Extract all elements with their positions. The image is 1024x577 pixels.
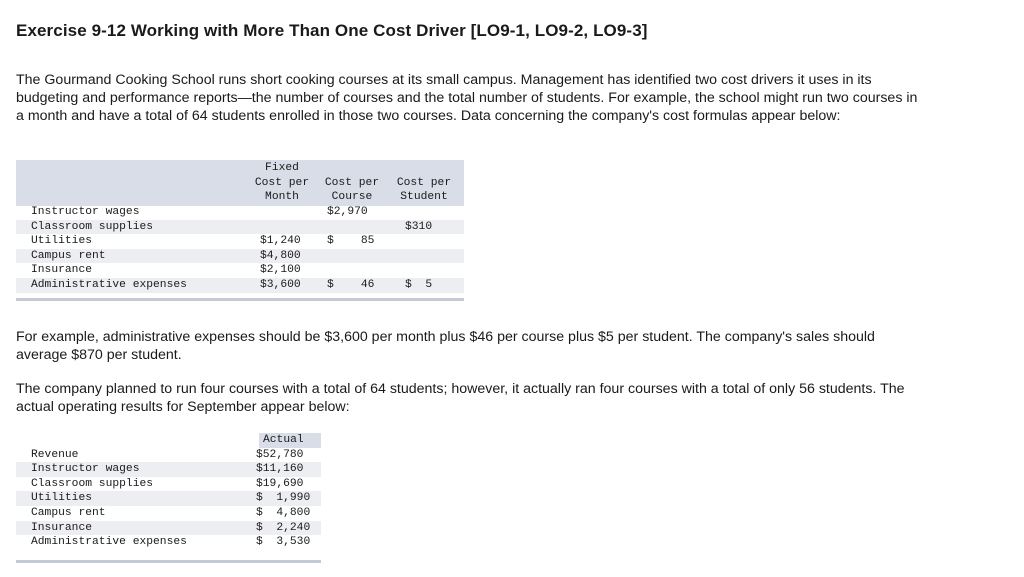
row-label: Classroom supplies <box>31 477 154 490</box>
fixed-cost-cell: $2,100 <box>260 264 301 277</box>
row-label: Instructor wages <box>31 463 140 476</box>
actual-value-cell: $19,690 <box>256 477 304 490</box>
intro-paragraph: The Gourmand Cooking School runs short cooking courses at its small campus. Management has identified two cost drivers it uses in its budgeting and performance reports—the number of courses and the total number of students. For example, the school might run two courses in a month and have a total of 64 students enrolled in those two courses. Data concerning the company's cost formulas appear below: <box>16 72 918 124</box>
table-bottom-rule <box>16 560 321 563</box>
course-cost-cell: $ 46 <box>327 279 375 291</box>
table-row <box>16 448 321 463</box>
row-label: Administrative expenses <box>31 279 187 291</box>
actual-value-cell: $ 4,800 <box>256 507 311 519</box>
row-label: Insurance <box>31 264 93 277</box>
table-row <box>16 506 321 521</box>
cost-formula-table <box>16 160 464 303</box>
row-label: Classroom supplies <box>31 220 154 233</box>
table-row <box>16 491 321 506</box>
row-label: Campus rent <box>31 507 106 519</box>
table-row <box>16 249 464 264</box>
actual-value-cell: $52,780 <box>256 448 304 461</box>
example-paragraph: For example, administrative expenses should be $3,600 per month plus $46 per course plus $5 per student. The company's sales should average $870 per student. <box>16 329 875 363</box>
actual-value-cell: $11,160 <box>256 463 304 476</box>
table-row <box>16 521 321 536</box>
table-row <box>16 477 321 492</box>
row-label: Insurance <box>31 521 93 534</box>
table-row <box>16 220 464 235</box>
row-label: Administrative expenses <box>31 536 187 549</box>
row-label: Revenue <box>31 448 79 461</box>
course-cost-cell: $2,970 <box>327 206 368 218</box>
student-cost-cell: $310 <box>405 220 433 233</box>
row-label: Campus rent <box>31 249 106 262</box>
course-cost-cell: $ 85 <box>327 235 375 248</box>
table-bottom-rule <box>16 298 464 301</box>
header-actual: Actual <box>263 434 304 446</box>
fixed-cost-cell: $1,240 <box>260 235 301 248</box>
row-label: Instructor wages <box>31 206 140 218</box>
header-cost-per-student: Cost per Student <box>396 176 452 203</box>
planned-paragraph: The company planned to run four courses with a total of 64 students; however, it actually ran four courses with a total of only 56 students. The actual operating results for September appear below: <box>16 381 905 415</box>
row-label: Utilities <box>31 235 93 248</box>
table-row <box>16 263 464 278</box>
actual-value-cell: $ 1,990 <box>256 492 311 505</box>
table-row <box>16 535 321 550</box>
exercise-title: Exercise 9-12 Working with More Than One Cost Driver [LO9-1, LO9-2, LO9-3] <box>16 21 648 40</box>
actual-value-cell: $ 2,240 <box>256 521 311 534</box>
table-row <box>16 462 321 477</box>
fixed-cost-cell: $3,600 <box>260 279 301 291</box>
row-label: Utilities <box>31 492 93 505</box>
header-cost-per-course: Cost per Course <box>324 176 380 203</box>
table-row <box>16 278 464 293</box>
table-row <box>16 205 464 220</box>
actual-value-cell: $ 3,530 <box>256 536 311 549</box>
student-cost-cell: $ 5 <box>405 279 433 291</box>
fixed-cost-cell: $4,800 <box>260 249 301 262</box>
table-row <box>16 234 464 249</box>
actual-results-table <box>16 433 321 565</box>
header-fixed-cost-per-month: Fixed Cost per Month <box>254 162 310 203</box>
